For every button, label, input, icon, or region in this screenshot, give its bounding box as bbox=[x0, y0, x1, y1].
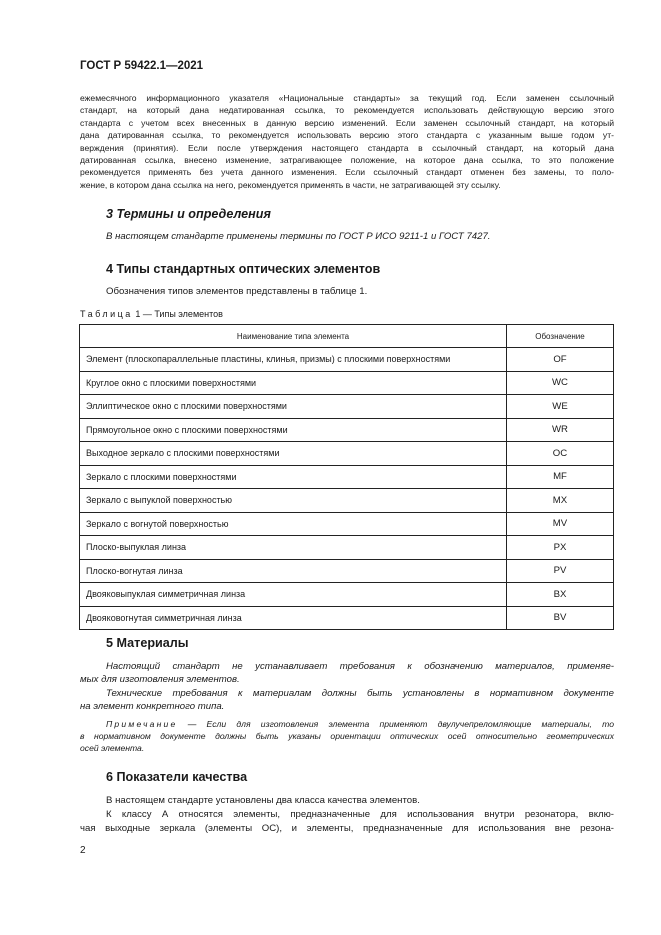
note-line: осей элемента. bbox=[80, 743, 145, 753]
element-types-table bbox=[79, 324, 614, 630]
row-code: BX bbox=[507, 583, 614, 607]
row-name: Зеркало с выпуклой поверхностью bbox=[80, 489, 507, 513]
row-name: Двояковогнутая симметричная линза bbox=[80, 606, 507, 630]
section-4-text: Обозначения типов элементов представлены в таблице 1. bbox=[106, 286, 368, 297]
intro-paragraph bbox=[80, 92, 614, 191]
row-name: Зеркало с вогнутой поверхностью bbox=[80, 512, 507, 536]
table-row bbox=[80, 418, 614, 442]
row-code: BV bbox=[507, 606, 614, 630]
text-line: К классу А относятся элементы, предназначенные для использования внутри резонатора, вклю- bbox=[106, 809, 614, 820]
row-name: Эллиптическое окно с плоскими поверхностями bbox=[80, 395, 507, 419]
intro-line: ежемесячного информационного указателя «Национальные стандарты» за текущий год. Если заменен ссылочный bbox=[80, 93, 614, 103]
intro-line: жение, в котором дана ссылка на него, рекомендуется применять в части, не затрагивающей эту ссылку. bbox=[80, 179, 501, 190]
section-6-paragraph-2 bbox=[80, 808, 614, 835]
row-code: MX bbox=[507, 489, 614, 513]
section-5-title: 5 Материалы bbox=[106, 636, 189, 650]
row-name: Плоско-выпуклая линза bbox=[80, 536, 507, 560]
table-row bbox=[80, 465, 614, 489]
row-name: Двояковыпуклая симметричная линза bbox=[80, 583, 507, 607]
row-code: WR bbox=[507, 418, 614, 442]
text-line: Настоящий стандарт не устанавливает требования к обозначению материалов, применяе- bbox=[106, 661, 614, 672]
table-row bbox=[80, 583, 614, 607]
section-5-paragraph-1 bbox=[80, 660, 614, 686]
table-caption-label: Таблица bbox=[80, 309, 133, 319]
table-caption bbox=[80, 309, 223, 319]
row-name: Элемент (плоскопараллельные пластины, клинья, призмы) с плоскими поверхностями bbox=[80, 348, 507, 372]
row-name: Выходное зеркало с плоскими поверхностями bbox=[80, 442, 507, 466]
note-line-1 bbox=[80, 718, 614, 730]
table-row bbox=[80, 442, 614, 466]
page-number: 2 bbox=[80, 845, 86, 856]
note-label: Примечание bbox=[106, 719, 178, 729]
text-line: на элемент конкретного типа. bbox=[80, 701, 225, 712]
section-4-title: 4 Типы стандартных оптических элементов bbox=[106, 262, 381, 276]
intro-line: датированная ссылка, внесено изменение, затрагивающее положение, на которое дана ссылка, то это положение bbox=[80, 155, 614, 166]
note-line: в нормативном документе должны быть указаны ориентации оптических осей относительно геометрических bbox=[80, 731, 614, 741]
section-6-paragraph-1: В настоящем стандарте установлены два класса качества элементов. bbox=[106, 795, 420, 806]
table-row bbox=[80, 371, 614, 395]
table-row bbox=[80, 348, 614, 372]
row-code: MV bbox=[507, 512, 614, 536]
text-line: чая выходные зеркала (элементы OC), и элементы, предназначенные для использования вне резона- bbox=[80, 822, 614, 834]
row-code: WE bbox=[507, 395, 614, 419]
table-caption-title: 1 — Типы элементов bbox=[135, 309, 223, 319]
table-row bbox=[80, 606, 614, 630]
section-6-title: 6 Показатели качества bbox=[106, 770, 248, 784]
text-line: Технические требования к материалам должны быть установлены в нормативном документе bbox=[106, 688, 614, 699]
table-header-row bbox=[80, 325, 614, 348]
section-5-paragraph-2 bbox=[80, 687, 614, 713]
table-header-name: Наименование типа элемента bbox=[80, 325, 507, 348]
table-row bbox=[80, 536, 614, 560]
row-code: MF bbox=[507, 465, 614, 489]
note-text: — Если для изготовления элемента применяют двулучепреломляющие материалы, то bbox=[177, 719, 614, 729]
intro-line: рекомендуется применять без учета данного изменения. Если ссылочный стандарт отменен без замены, то поло- bbox=[80, 167, 614, 178]
section-3-text: В настоящем стандарте применены термины по ГОСТ Р ИСО 9211-1 и ГОСТ 7427. bbox=[106, 231, 491, 242]
table-row bbox=[80, 395, 614, 419]
row-code: WC bbox=[507, 371, 614, 395]
intro-line: стандарт, на который дана недатированная ссылка, то рекомендуется использовать действующую версию этого bbox=[80, 105, 614, 116]
row-name: Прямоугольное окно с плоскими поверхностями bbox=[80, 418, 507, 442]
table-row bbox=[80, 559, 614, 583]
intro-line: верждения (принятия). Если после утверждения настоящего стандарта в ссылочный стандарт, на который дана bbox=[80, 142, 614, 153]
section-5-note bbox=[80, 718, 614, 754]
row-code: PV bbox=[507, 559, 614, 583]
row-code: PX bbox=[507, 536, 614, 560]
row-name: Зеркало с плоскими поверхностями bbox=[80, 465, 507, 489]
row-name: Круглое окно с плоскими поверхностями bbox=[80, 371, 507, 395]
table-row bbox=[80, 489, 614, 513]
text-line: мых для изготовления элементов. bbox=[80, 674, 240, 685]
row-code: OC bbox=[507, 442, 614, 466]
row-name: Плоско-вогнутая линза bbox=[80, 559, 507, 583]
intro-line: дана датированная ссылка, то рекомендуется использовать версию этого стандарта с указанным выше годом ут- bbox=[80, 130, 614, 141]
table-row bbox=[80, 512, 614, 536]
section-3-title: 3 Термины и определения bbox=[106, 207, 271, 221]
row-code: OF bbox=[507, 348, 614, 372]
table-header-code: Обозначение bbox=[507, 325, 614, 348]
intro-line: стандарта с учетом всех внесенных в данную версию изменений. Если заменен ссылочный стандарт, на который bbox=[80, 117, 614, 128]
document-id-header: ГОСТ Р 59422.1—2021 bbox=[80, 60, 204, 72]
